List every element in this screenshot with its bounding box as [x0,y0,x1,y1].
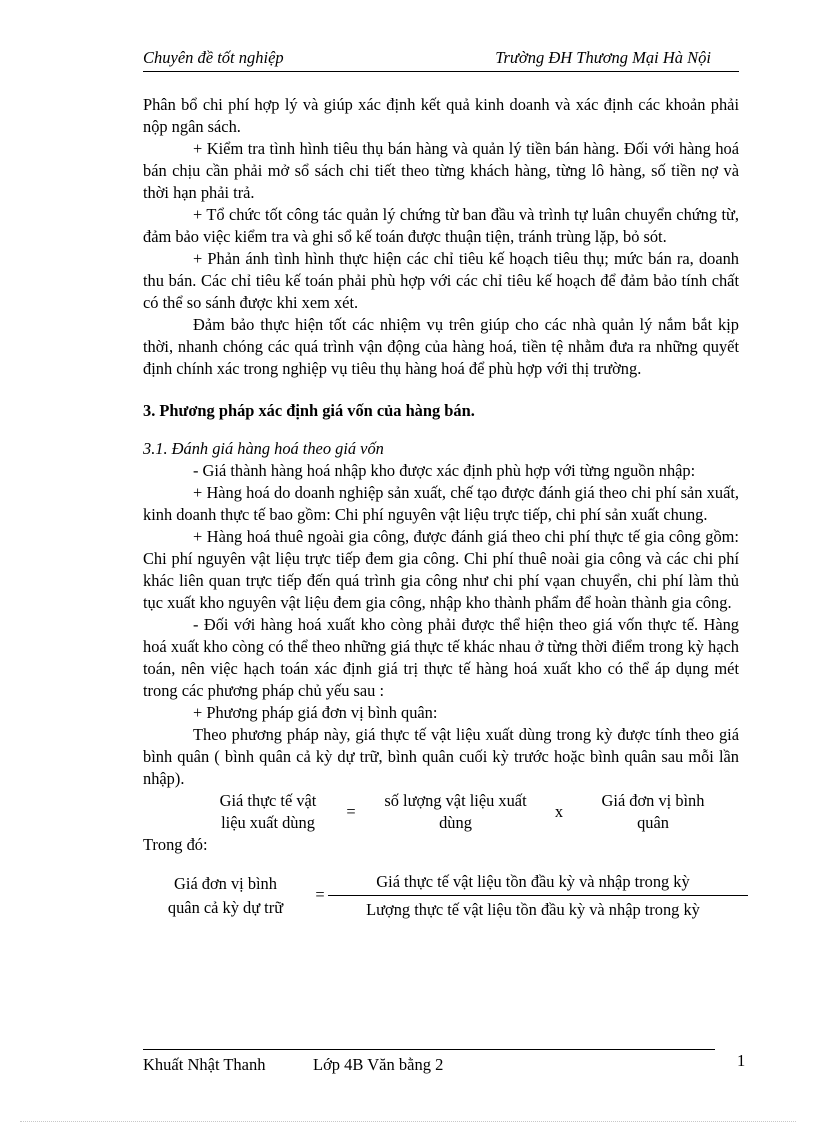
paragraph: - Giá thành hàng hoá nhập kho được xác định phù hợp với từng nguồn nhập: [193,461,696,480]
paragraph: + Phương pháp giá đơn vị bình quân: [193,703,438,722]
formula2-lhs-line2: quân cả kỳ dự trữ [167,898,284,917]
paragraph: Trong đó: [143,835,208,854]
paragraph: + Hàng hoá do doanh nghiệp sản xuất, chế tạo được đánh giá theo chi phí sản xuất, kinh doanh thực tế bao gồm: Chi phí nguyên vật liệu trực tiếp, chi phí sản xuất chung. [143,483,739,524]
formula1-lhs-line2: liệu xuất dùng [221,813,315,832]
footer-author: Khuất Nhật Thanh [143,1055,266,1074]
fraction-line [328,895,748,896]
formula-average-price [143,790,739,834]
page-boundary [20,1121,796,1122]
paragraph: - Đối với hàng hoá xuất kho còng phải được thể hiện theo giá vốn thực tế. Hàng hoá xuất kho còng có thể theo những giá thực tế khác nhau ở từng thời điểm trong kỳ hạch toán, nên việc hạch toán xác định giá trị thực tế hàng hoá xuất kho có thể áp dụng mét trong các phương pháp chủ yếu sau : [143,615,739,700]
formula1-lhs-line1: Giá thực tế vật [219,791,317,810]
formula2-equals: = [315,885,325,904]
formula1-mid [368,790,543,834]
paragraph: + Kiểm tra tình hình tiêu thụ bán hàng và quản lý tiền bán hàng. Đối với hàng hoá bán chịu cần phải mở sổ sách chi tiết theo từng khách hàng, từng lô hàng, số tiền nợ và thời hạn phải trả. [143,139,739,202]
formula1-lhs [198,790,338,834]
formula1-times: x [554,802,564,821]
footer-rule [143,1049,715,1050]
formula-unit-price [143,870,739,930]
formula2-denominator: Lượng thực tế vật liệu tồn đầu kỳ và nhập trong kỳ [366,900,700,919]
formula1-equals: = [346,802,356,821]
footer-class: Lớp 4B Văn bằng 2 [313,1055,444,1074]
paragraph: + Phản ánh tình hình thực hiện các chỉ tiêu kế hoạch tiêu thụ; mức bán ra, doanh thu bán. Các chỉ tiêu kế toán phải phù hợp với các chỉ tiêu kế hoạch để đảm bảo tính chất có thể so sánh được khi xem xét. [143,249,739,312]
formula1-rhs-line2: quân [637,813,669,832]
paragraph: Theo phương pháp này, giá thực tế vật liệu xuất dùng trong kỳ được tính theo giá bình quân ( bình quân cả kỳ dự trữ, bình quân cuối kỳ trước hoặc bình quân sau mỗi lần nhập). [143,725,739,788]
paragraph: Phân bổ chi phí hợp lý và giúp xác định kết quả kinh doanh và xác định các khoản phải nộp ngân sách. [143,95,739,136]
formula1-rhs-line1: Giá đơn vị bình [601,791,705,810]
section-heading: 3. Phương pháp xác định giá vốn của hàng bán. [143,401,475,420]
paragraph: + Hàng hoá thuê ngoài gia công, được đánh giá theo chi phí thực tế gia công gồm: Chi phí nguyên vật liệu trực tiếp đem gia công. Chi phí thuê noài gia công và các chi phí khác liên quan trực tiếp đến quá trình gia công như chi phí vạan chuyển, chi phí làm thủ tục xuất kho nguyên vật liệu đem gia công, nhập kho thành phẩm để hoàn thành gia công. [143,527,739,612]
document-body [143,94,739,930]
header-rule [143,71,739,72]
formula1-mid-line2: dùng [439,813,472,832]
paragraph: Đảm bảo thực hiện tốt các nhiệm vụ trên giúp cho các nhà quản lý nắm bắt kịp thời, nhanh chóng các quá trình vận động của hàng hoá, tiền tệ nhằm đưa ra những quyết định chính xác trong nghiệp vụ tiêu thụ hàng hoá để phù hợp với thị trường. [143,315,739,378]
page-number: 1 [737,1051,746,1070]
formula1-mid-line1: số lượng vật liệu xuất [384,791,527,810]
header-left-title: Chuyên đề tốt nghiệp [143,48,284,67]
formula2-lhs-line1: Giá đơn vị bình [174,874,277,893]
subsection-heading: 3.1. Đánh giá hàng hoá theo giá vốn [143,439,384,458]
formula2-numerator: Giá thực tế vật liệu tồn đầu kỳ và nhập trong kỳ [376,872,690,891]
header-right-title: Trường ĐH Thương Mại Hà Nội [495,48,711,67]
page-header [143,48,739,70]
formula1-rhs [578,790,728,834]
paragraph: + Tổ chức tốt công tác quản lý chứng từ ban đầu và trình tự luân chuyển chứng từ, đảm bảo việc kiểm tra và ghi sổ kế toán được thuận tiện, tránh trùng lặp, bỏ sót. [143,205,739,246]
formula2-lhs [153,872,298,920]
